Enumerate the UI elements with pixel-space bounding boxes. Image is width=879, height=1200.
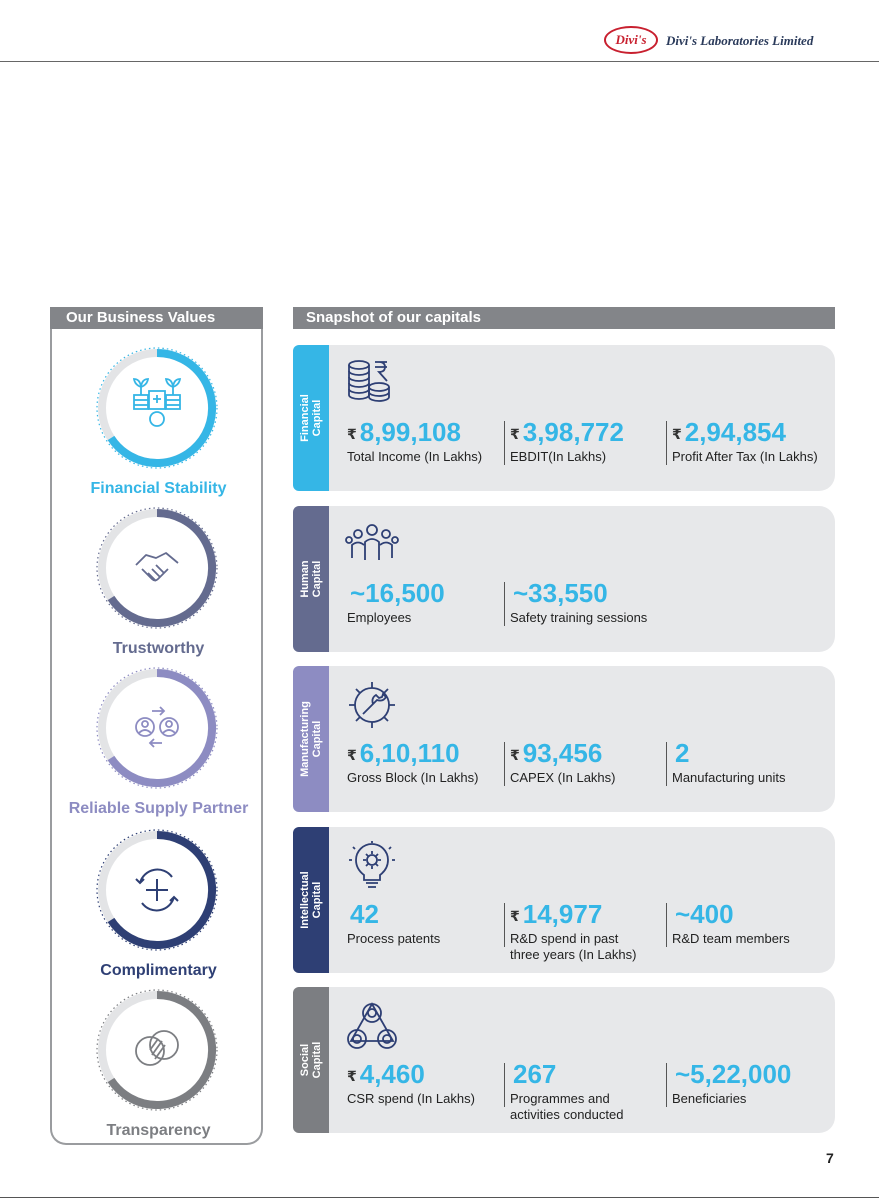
stat-process-patents [347, 899, 440, 947]
stat-value: 3,98,772 [522, 417, 624, 447]
footer-divider [0, 1197, 879, 1198]
stat-divider [504, 903, 505, 947]
social-capital-row [293, 987, 835, 1133]
lightbulb-gear-icon [345, 841, 399, 891]
stat-divider [504, 582, 505, 626]
value-label: Complimentary [100, 962, 217, 979]
stat-value: ~400 [675, 899, 734, 929]
header-divider [0, 61, 879, 62]
stat-manufacturing-units [672, 738, 785, 786]
plus-cycle-icon [92, 825, 222, 955]
manufacturing-capital-row [293, 666, 835, 812]
value-financial-stability [52, 343, 265, 503]
capital-card [329, 666, 835, 812]
capital-tab-label: Intellectual Capital [299, 871, 323, 929]
value-label: Trustworthy [112, 640, 205, 657]
coins-rupee-icon [345, 359, 399, 409]
business-values-title: Our Business Values [50, 307, 263, 329]
capital-card [329, 987, 835, 1133]
capital-tab [293, 827, 329, 973]
value-label: Reliable Supply Partner [68, 800, 249, 817]
financial-capital-row [293, 345, 835, 491]
stat-gross-block: ₹ 6,10,110 Gross Block (In Lakhs) [347, 738, 479, 785]
capital-tab-label: Human Capital [299, 560, 323, 598]
stat-value: ~5,22,000 [675, 1059, 792, 1089]
people-exchange-icon [92, 663, 222, 793]
capital-card [329, 345, 835, 491]
capital-card [329, 827, 835, 973]
value-complimentary [52, 825, 265, 985]
handshake-icon [92, 503, 222, 633]
intellectual-capital-row [293, 827, 835, 973]
logo-text: Divi's [615, 32, 647, 47]
divis-logo [604, 26, 658, 54]
stat-label: Safety training sessions [510, 610, 648, 625]
stat-divider [666, 903, 667, 947]
stat-divider [504, 1063, 505, 1107]
stat-programmes [510, 1059, 623, 1123]
stat-safety-training [510, 578, 647, 626]
page-number: 7 [826, 1150, 834, 1166]
stat-value: 2,94,854 [684, 417, 786, 447]
stat-divider [666, 742, 667, 786]
people-group-icon [345, 520, 399, 570]
stat-label: R&D spend in past [510, 931, 619, 946]
stat-capex: ₹ 93,456 CAPEX (In Lakhs) [510, 738, 616, 785]
stat-value: 14,977 [522, 899, 603, 929]
capital-tab-label: Social Capital [299, 1041, 323, 1079]
stat-rd-team [672, 899, 790, 947]
capital-tab [293, 506, 329, 652]
stat-employees [347, 578, 445, 626]
capital-card [329, 506, 835, 652]
value-label: Financial Stability [90, 480, 227, 497]
stat-value: 2 [675, 738, 690, 768]
stat-beneficiaries [672, 1059, 791, 1107]
capital-tab [293, 666, 329, 812]
stat-value: 8,99,108 [359, 417, 461, 447]
value-reliable-supply-partner [52, 663, 265, 823]
stat-label: Profit After Tax (In Lakhs) [672, 449, 818, 464]
stat-profit-after-tax: ₹ 2,94,854 Profit After Tax (In Lakhs) [672, 417, 818, 464]
stat-label: Total Income (In Lakhs) [347, 449, 483, 464]
stat-label: R&D team members [672, 931, 790, 946]
stat-label: Employees [347, 610, 412, 625]
page-header [0, 0, 879, 62]
stat-value: 4,460 [359, 1059, 425, 1089]
stat-divider [666, 421, 667, 465]
stat-value: ~33,550 [513, 578, 608, 608]
stat-label-line2: activities conducted [510, 1107, 624, 1122]
stat-label-line2: three years (In Lakhs) [510, 947, 637, 962]
capital-tab [293, 987, 329, 1133]
stat-label: Manufacturing units [672, 770, 786, 785]
stat-label: Programmes and [510, 1091, 610, 1106]
community-circles-icon [345, 1001, 399, 1051]
stat-value: ~16,500 [350, 578, 445, 608]
money-plant-icon [92, 343, 222, 473]
stat-value: 267 [513, 1059, 557, 1089]
human-capital-row [293, 506, 835, 652]
capital-tab [293, 345, 329, 491]
stat-divider [504, 421, 505, 465]
stat-label: Gross Block (In Lakhs) [347, 770, 479, 785]
stat-value: 6,10,110 [359, 738, 460, 768]
gear-wrench-icon [345, 680, 399, 730]
stat-rd-spend: ₹ 14,977 R&D spend in past three years (In Lakhs) [510, 899, 637, 962]
stat-ebdit: ₹ 3,98,772 EBDIT(In Lakhs) [510, 417, 624, 464]
stat-label: Beneficiaries [672, 1091, 747, 1106]
value-label: Transparency [106, 1122, 211, 1139]
value-trustworthy [52, 503, 265, 663]
stat-value: 42 [350, 899, 379, 929]
capital-tab-label: Financial Capital [299, 394, 323, 442]
venn-icon [92, 985, 222, 1115]
stat-csr-spend: ₹ 4,460 CSR spend (In Lakhs) [347, 1059, 475, 1106]
company-name: Divi's Laboratories Limited [666, 33, 814, 48]
stat-label: CSR spend (In Lakhs) [347, 1091, 475, 1106]
stat-label: Process patents [347, 931, 441, 946]
stat-label: EBDIT(In Lakhs) [510, 449, 607, 464]
value-transparency [52, 985, 265, 1145]
stat-divider [504, 742, 505, 786]
business-values-panel [50, 329, 263, 1145]
stat-value: 93,456 [522, 738, 603, 768]
stat-total-income: ₹ 8,99,108 Total Income (In Lakhs) [347, 417, 483, 464]
capital-tab-label: Manufacturing Capital [299, 701, 323, 777]
stat-divider [666, 1063, 667, 1107]
stat-label: CAPEX (In Lakhs) [510, 770, 616, 785]
capitals-snapshot-title: Snapshot of our capitals [293, 307, 835, 329]
